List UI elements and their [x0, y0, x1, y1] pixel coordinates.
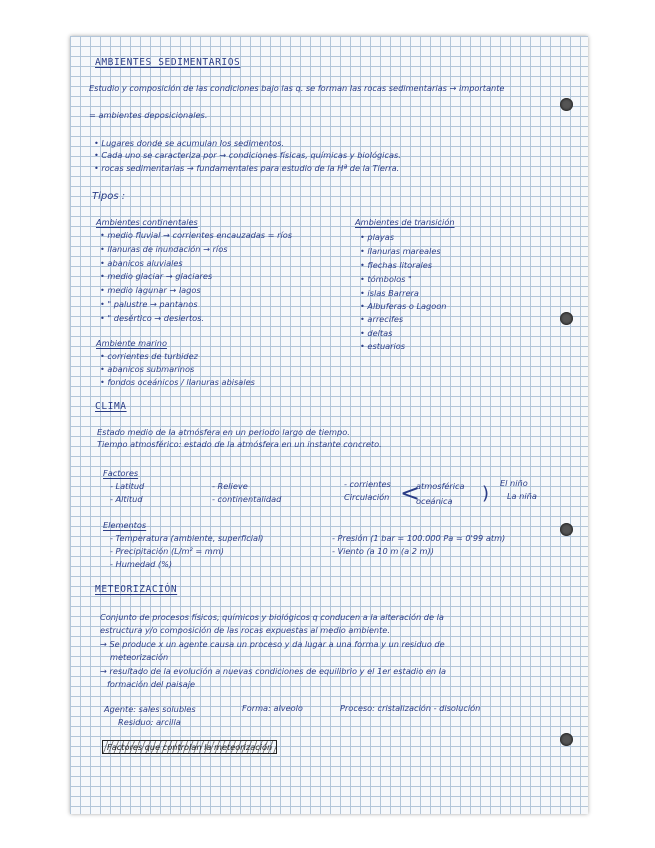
continentales-heading: Ambientes continentales: [96, 217, 198, 227]
intro-line: Estudio y composición de las condiciones bajo las q. se forman las rocas sedimentarias → importante: [89, 83, 505, 93]
agente-label: Agente: sales solubles: [104, 704, 196, 714]
list-item: • tómbolos ": [360, 274, 412, 284]
factor-item: - Altitud: [110, 494, 143, 504]
list-item: • abanicos submarinos: [100, 364, 195, 374]
factor-item: - Latitud: [110, 481, 145, 491]
intro-line: = ambientes deposicionales.: [89, 110, 208, 120]
notebook-page: [70, 36, 588, 814]
list-item: • medio fluvial → corrientes encauzadas = ríos: [100, 230, 293, 240]
list-item: • llanuras mareales: [360, 246, 441, 256]
meteorizacion-line: → resultado de la evolución a nuevas condiciones de equilibrio y el 1er estadio en la: [100, 666, 446, 676]
circulacion-branch: oceánica: [416, 496, 453, 506]
binder-hole: [560, 733, 573, 746]
clima-line: Tiempo atmosférico: estado de la atmósfera en un instante concreto.: [97, 439, 382, 449]
list-item: • estuarios: [360, 341, 406, 351]
marino-heading: Ambiente marino: [96, 338, 167, 348]
factor-item: Circulación: [344, 492, 390, 502]
forma-label: Forma: alveolo: [242, 703, 303, 713]
factores-heading: Factores: [103, 468, 139, 478]
meteorizacion-heading: METEORIZACIÓN: [95, 584, 178, 595]
transicion-heading: Ambientes de transición: [355, 217, 455, 227]
list-item: • abanicos aluviales: [100, 258, 183, 268]
clima-heading: CLIMA: [95, 401, 127, 412]
list-item: • deltas: [360, 328, 393, 338]
binder-hole: [560, 523, 573, 536]
elemento-item: - Precipitación (L/m² = mm): [110, 546, 224, 556]
circulacion-note: El niño: [500, 478, 528, 488]
elemento-item: - Humedad (%): [110, 559, 173, 569]
list-item: • arrecifes: [360, 314, 404, 324]
bullet-line: • Cada uno se caracteriza por → condiciones físicas, químicas y biológicas.: [94, 150, 401, 160]
circulacion-note: La niña: [507, 491, 537, 501]
list-item: • llanuras de inundación → ríos: [100, 244, 228, 254]
branch-brace: <: [400, 479, 421, 507]
meteorizacion-line: meteorización: [110, 652, 169, 662]
list-item: • flechas litorales: [360, 260, 433, 270]
list-item: • islas Barrera: [360, 288, 419, 298]
circulacion-branch: atmosférica: [416, 481, 465, 491]
meteorizacion-line: formación del paisaje: [107, 679, 196, 689]
binder-hole: [560, 98, 573, 111]
page-title: AMBIENTES SEDIMENTARIOS: [95, 57, 241, 68]
list-item: • " desértico → desiertos.: [100, 313, 205, 323]
crossed-out-box: Factores que controlan la meteorización: [102, 740, 277, 754]
list-item: • corrientes de turbidez: [100, 351, 198, 361]
bullet-line: • rocas sedimentarias → fundamentales para estudio de la Hª de la Tierra.: [94, 163, 400, 173]
meteorizacion-line: → Se produce x un agente causa un proceso y da lugar a una forma y un residuo de: [100, 639, 445, 649]
list-item: • " palustre → pantanos: [100, 299, 198, 309]
residuo-label: Residuo: arcilla: [118, 717, 181, 727]
factor-item: - Relieve: [212, 481, 248, 491]
closing-paren: ): [482, 483, 490, 504]
list-item: • Albuferas o Lagoon: [360, 301, 447, 311]
binder-hole: [560, 312, 573, 325]
clima-line: Estado medio de la atmósfera en un periodo largo de tiempo.: [97, 427, 350, 437]
tipos-label: Tipos :: [92, 191, 126, 202]
elemento-item: - Viento (a 10 m (a 2 m)): [332, 546, 434, 556]
list-item: • playas: [360, 232, 395, 242]
factor-item: - continentalidad: [212, 494, 282, 504]
list-item: • medio glaciar → glaciares: [100, 271, 213, 281]
meteorizacion-line: Conjunto de procesos físicos, químicos y biológicos q conducen a la alteración de la: [100, 612, 444, 622]
bullet-line: • Lugares donde se acumulan los sedimentos.: [94, 138, 284, 148]
list-item: • fondos oceánicos / llanuras abisales: [100, 377, 255, 387]
elementos-heading: Elementos: [103, 520, 147, 530]
meteorizacion-line: estructura y/o composición de las rocas expuestas al medio ambiente.: [100, 625, 390, 635]
elemento-item: - Presión (1 bar = 100.000 Pa = 0'99 atm): [332, 533, 506, 543]
factor-item: - corrientes: [344, 479, 391, 489]
list-item: • medio lagunar → lagos: [100, 285, 201, 295]
proceso-label: Proceso: cristalización - disolución: [340, 703, 481, 713]
elemento-item: - Temperatura (ambiente, superficial): [110, 533, 264, 543]
